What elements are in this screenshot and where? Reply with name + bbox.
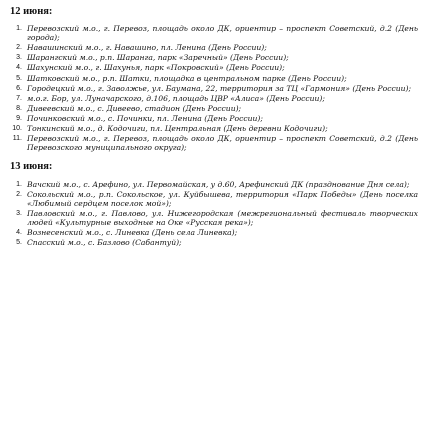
item-number: 6. — [16, 84, 22, 92]
item-text: Дивеевский м.о., с. Дивеево, стадион (День России); — [27, 103, 242, 113]
list-item — [8, 114, 424, 123]
list-item — [8, 94, 424, 103]
list-item — [8, 209, 424, 227]
item-text: Вачский м.о., с. Арефино, ул. Первомайская, у д.60, Арефинский ДК (празднование Дня села); — [27, 179, 410, 189]
item-text: Шатковский м.о., р.п. Шатки, площадка в центральном парке (День России); — [27, 73, 347, 83]
item-number: 11. — [12, 135, 22, 143]
item-text: Сокольский м.о., р.п. Сокольское, ул. Куйбышева, территория «Парк Победы» (День поселка «Любимый сердцем поселок мой»); — [27, 189, 418, 208]
date-heading-june-13: 13 июня: — [10, 160, 53, 172]
item-number: 4. — [16, 229, 22, 237]
item-number: 3. — [16, 54, 22, 62]
item-text: Шарангский м.о., р.п. Шаранга, парк «Заречный» (День России); — [27, 53, 289, 63]
item-number: 10. — [12, 125, 22, 133]
item-number: 2. — [16, 44, 22, 52]
item-number: 4. — [16, 64, 22, 72]
list-item — [8, 238, 424, 247]
list-item — [8, 228, 424, 237]
list-item — [8, 190, 424, 208]
item-number: 9. — [16, 114, 22, 122]
item-text: м.о.г. Бор, ул. Луначарского, д.106, площадь ЦВР «Алиса» (День России); — [27, 93, 325, 103]
item-number: 1. — [16, 180, 22, 188]
item-number: 2. — [16, 190, 22, 198]
list-item — [8, 124, 424, 133]
item-text: Вознесенский м.о., с. Линевка (День села Линевка); — [27, 228, 238, 238]
item-number: 1. — [16, 25, 22, 32]
list-item — [8, 43, 424, 52]
list-item — [8, 84, 424, 93]
list-item — [8, 74, 424, 83]
item-number: 5. — [16, 74, 22, 82]
event-list-june-13 — [8, 180, 424, 248]
item-number: 5. — [16, 239, 22, 247]
item-text: Починковский м.о., с. Починки, пл. Ленина (День России); — [27, 113, 263, 123]
item-text: Перевозский м.о., г. Перевоз, площадь около ДК, ориентир – проспект Советский, д.2 (День Перевозского муниципального округа); — [27, 134, 418, 153]
item-text: Тонкинский м.о., д. Кодочиги, пл. Центральная (День деревни Кодочиги); — [27, 124, 328, 134]
item-text: Перевозский м.о., г. Перевоз, площадь около ДК, ориентир – проспект Советский, д.2 (День города); — [27, 24, 418, 43]
list-item — [8, 24, 424, 42]
date-heading-june-12: 12 июня: — [10, 6, 53, 17]
list-item — [8, 53, 424, 62]
list-item — [8, 180, 424, 189]
list-item — [8, 134, 424, 152]
item-number: 3. — [16, 209, 22, 217]
item-text: Спасский м.о., с. Базлово (Сабантуй); — [27, 238, 182, 248]
item-text: Шахунский м.о., г. Шахунья, парк «Покровский» (День России); — [27, 63, 285, 73]
item-text: Навашинский м.о., г. Навашино, пл. Ленина (День России); — [27, 43, 267, 53]
event-list-june-12 — [8, 24, 424, 153]
list-item — [8, 104, 424, 113]
item-number: 7. — [16, 94, 22, 102]
list-item — [8, 63, 424, 72]
item-text: Павловский м.о., г. Павлово, ул. Нижегородская (межрегиональный фестиваль творческих людей «Культурные выходные на Оке «Русская река»); — [27, 208, 418, 228]
item-number: 8. — [16, 104, 22, 112]
item-text: Городецкий м.о., г. Заволжье, ул. Баумана, 22, территория за ТЦ «Гармония» (День России); — [27, 83, 412, 93]
